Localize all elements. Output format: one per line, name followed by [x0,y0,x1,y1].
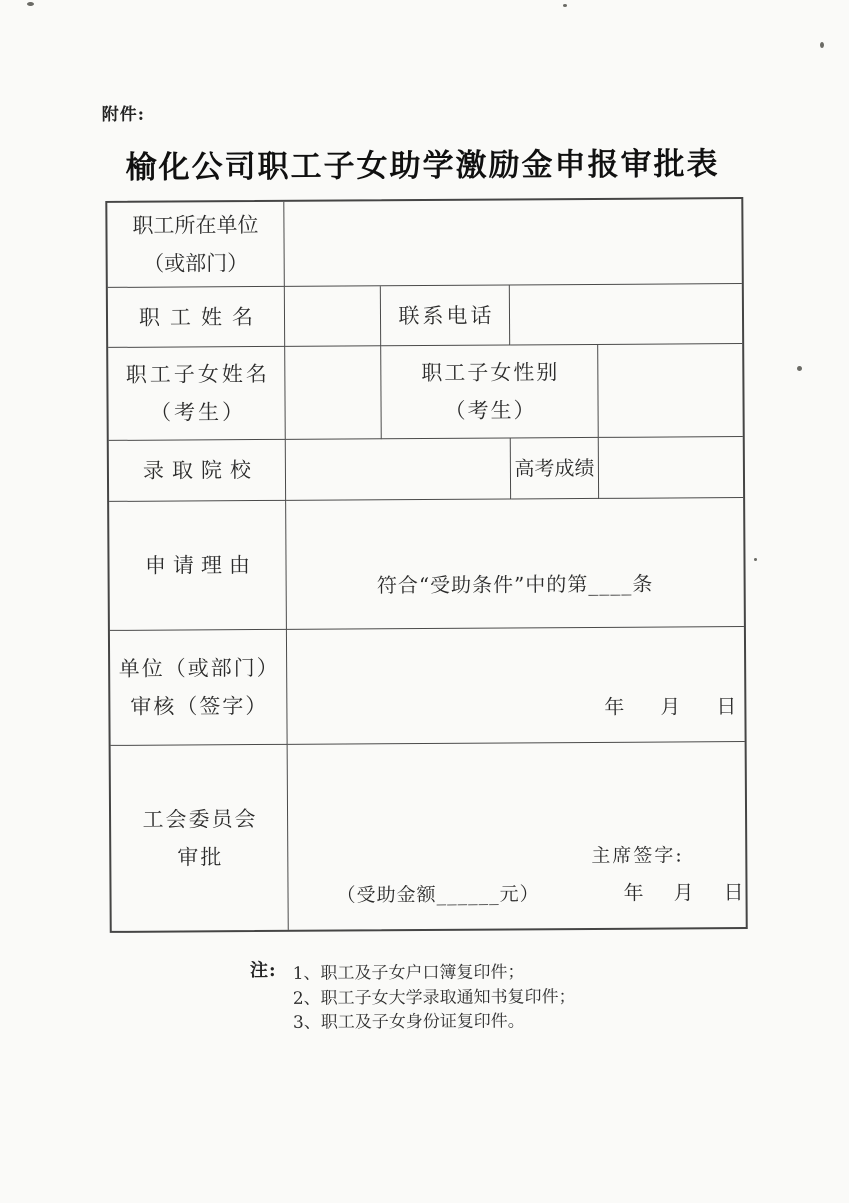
child-gender-value-cell [598,344,743,438]
union-approval-label-line2: 审批 [177,844,224,870]
admitted-school-label: 录取院校 [142,458,260,483]
application-reason-hint: 符合“受助条件”中的第____条 [376,571,654,598]
page-title: 榆化公司职工子女助学激励金申报审批表 [125,146,720,186]
scan-speck [27,2,34,6]
employee-name-label-cell [108,287,285,348]
union-approval-date [623,873,743,912]
note-item-3: 3、职工及子女身份证复印件。 [292,1011,525,1033]
application-reason-label: 申请理由 [144,553,258,578]
note-item-1: 1、职工及子女户口簿复印件； [292,962,525,984]
contact-phone-label: 联系电话 [398,303,495,328]
exam-score-label-cell [511,438,599,500]
employee-unit-value-cell [284,199,742,287]
unit-review-label-line1: 单位（或部门） [118,655,280,681]
exam-score-value-cell [599,437,743,499]
unit-review-date [604,687,736,726]
notes-section [250,954,576,1035]
union-approval-value-cell [288,742,746,930]
attachment-label: 附件: [101,104,146,125]
scan-speck [754,558,757,561]
employee-unit-label-line1: 职工所在单位 [132,213,259,238]
unit-review-label-line2: 审核（签字） [130,693,269,719]
employee-unit-label-cell [107,202,285,288]
child-name-label-line2: （考生） [150,400,247,425]
notes-list [293,960,576,1035]
application-reason-value-cell [286,498,744,630]
application-reason-label-cell [109,501,287,631]
union-approval-date-month: 月 [673,880,694,905]
employee-unit-label-line2: （或部门） [143,251,249,276]
contact-phone-value-cell [510,284,742,345]
union-approval-date-day: 日 [723,880,744,905]
unit-review-date-month: 月 [660,694,681,719]
amount-note: （受助金额______元） [336,883,540,907]
scan-speck [820,42,824,48]
union-approval-label-cell [111,745,289,931]
admitted-school-value-cell [286,438,511,500]
scan-speck [797,366,802,371]
unit-review-value-cell [287,627,745,745]
employee-name-label: 职工姓名 [138,304,264,330]
union-approval-date-year: 年 [623,880,644,905]
unit-review-label-cell [110,630,288,746]
child-name-label-cell [108,347,286,441]
unit-review-date-day: 日 [716,694,737,719]
contact-phone-label-cell [381,285,510,346]
unit-review-date-year: 年 [604,694,625,719]
child-gender-label-line1: 职工子女性别 [421,360,560,386]
application-form-table [105,197,747,933]
admitted-school-label-cell [109,440,286,502]
child-name-label-line1: 职工子女姓名 [125,361,270,387]
child-gender-label-line2: （考生） [444,398,537,423]
scan-speck [563,4,567,7]
notes-label: 注: [249,959,277,982]
child-name-value-cell [285,346,382,440]
chairman-sign-label: 主席签字: [591,844,684,867]
union-approval-label-line1: 工会委员会 [142,806,258,832]
child-gender-label-cell [381,345,599,439]
employee-name-value-cell [285,286,381,347]
note-item-2: 2、职工子女大学录取通知书复印件； [292,986,576,1009]
exam-score-label: 高考成绩 [514,455,595,481]
